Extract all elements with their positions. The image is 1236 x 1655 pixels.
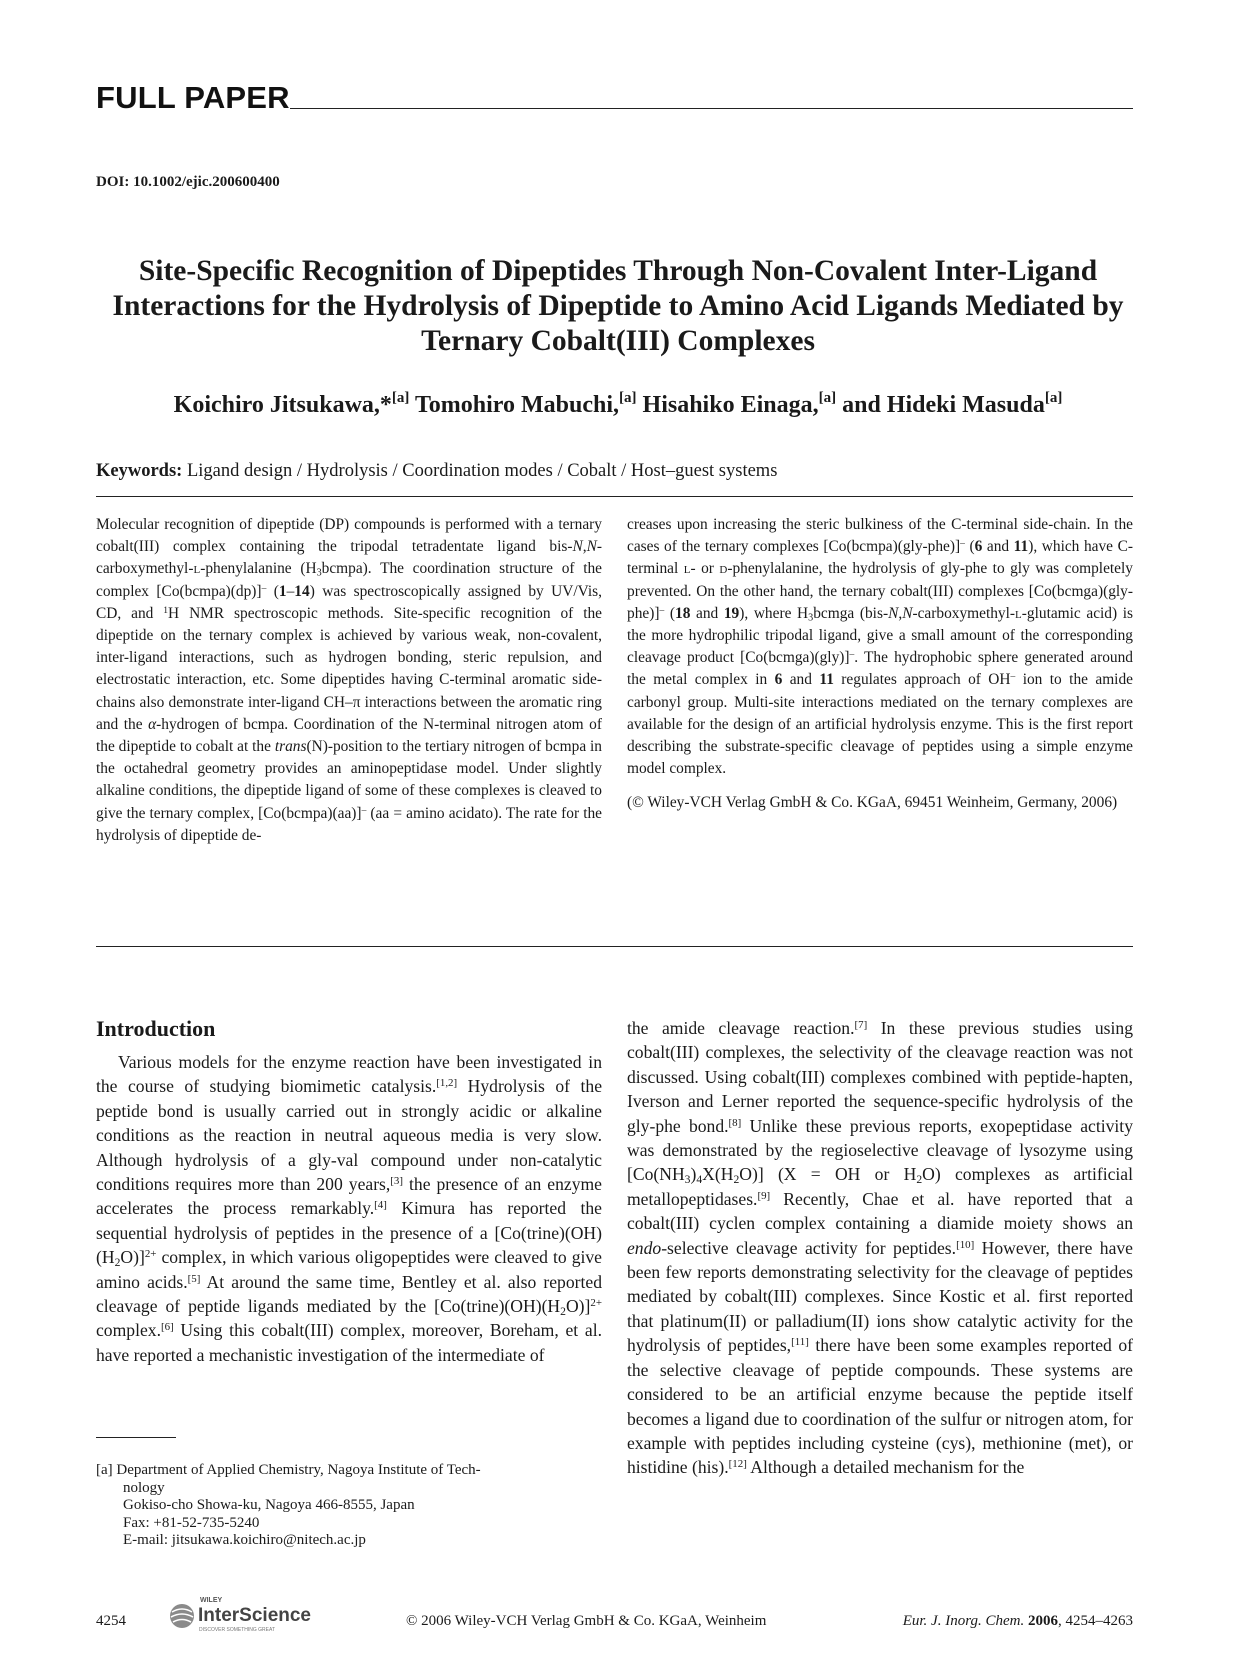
body-paragraph: the amide cleavage reaction.[7] In these previous studies using cobalt(III) complexes, the selectivity of the cleavage reaction was not discussed. Using cobalt(III) complexes combined with peptide-hapten, Iverson and Lerner reported the sequence-specific hydrolysis of the gly-phe bond.[8] Unlike these previous reports, exopeptidase activity was demonstrated by the regioselective cleavage of lysozyme using $[Co(NH_3)_4X(H_2O)] (X$ = OH or $H_2O$) complexes as artificial metallopeptidases.[9] Recently, Chae et al. have reported that a cobalt(III) cyclen complex containing a diamide moiety shows an endo-selective cleavage activity for peptides.[10] However, there have been few reports demonstrating selectivity for the cleavage of peptides mediated by cobalt(III) complexes. Since Kostic et al. first reported that platinum(II) or palladium(II) ions show catalytic activity for the hydrolysis of peptides,[11] there have been some examples reported of the selective cleavage of peptide compounds. These systems are considered to be an artificial enzyme because the peptide itself becomes a ligand due to coordination of the sulfur or nitrogen atom, for example with peptides including cysteine (cys), methionine (met), or histidine (his).[12] Although a detailed mechanism for the <box>627 1018 1134 1478</box>
footnote-rule <box>96 1437 176 1438</box>
affiliation-mark: [a] <box>619 390 637 406</box>
interscience-logo <box>166 1592 336 1634</box>
affiliation-mark: [a] <box>391 390 410 406</box>
keywords <box>96 461 777 482</box>
abstract-copyright: (© Wiley-VCH Verlag GmbH & Co. KGaA, 69451 Weinheim, Germany, 2006) <box>627 794 1118 812</box>
journal-name: Eur. J. Inorg. Chem. <box>902 1613 1025 1629</box>
paper-title: Site-Specific Recognition of Dipeptides Through Non-Covalent Inter-Ligand Interactions for the Hydrolysis of Dipeptide to Amino Acid Ligands Mediated by Ternary Cobalt(III) Complexes <box>112 255 1124 357</box>
journal-pages: , 4254–4263 <box>1058 1613 1133 1629</box>
logo-top-text: WILEY <box>200 1597 223 1604</box>
footnote-line: [a] Department of Applied Chemistry, Nagoya Institute of Tech- <box>96 1462 481 1478</box>
footnote-line: E-mail: jitsukawa.koichiro@nitech.ac.jp <box>123 1532 366 1549</box>
journal-year: 2006 <box>1028 1613 1058 1629</box>
abstract-text: Molecular recognition of dipeptide (DP) compounds is performed with a ternary cobalt(III) complex containing the tripodal tetradentate ligand bis-N,N-carboxymethyl-l-phenylalanine $(H_3bcmpa)$. The coordination structure of the complex [Co(bcmpa)(dp)]– (1–14) was spectroscopically assigned by UV/Vis, CD, and $^1$H NMR spectroscopic methods. Site-specific recognition of the dipeptide on the ternary complex is achieved by various weak, non-covalent, inter-ligand interactions, such as hydrogen bonding, steric repulsion, and electrostatic interaction, etc. Some dipeptides having C-terminal aromatic side-chains also demonstrate inter-ligand CH–π interactions between the aromatic ring and the α-hydrogen of bcmpa. Coordination of the N-terminal nitrogen atom of the dipeptide to cobalt at the trans(N)-position to the tertiary nitrogen of bcmpa in the octahedral geometry provides an aminopeptidase model. Under slightly alkaline conditions, the dipeptide ligand of some of these complexes is cleaved to give the ternary complex, [Co(bcmpa)(aa)]– (aa = amino acidato). The rate for the hydrolysis of dipeptide de- <box>96 516 603 844</box>
logo-tagline: DISCOVER SOMETHING GREAT <box>199 1627 276 1633</box>
body-paragraph: Various models for the enzyme reaction have been investigated in the course of studying biomimetic catalysis.[1,2] Hydrolysis of the peptide bond is usually carried out in strongly acidic or alkaline conditions as the reaction in neutral aqueous media is very slow. Although hydrolysis of a gly-val compound under non-catalytic conditions requires more than 200 years,[3] the presence of an enzyme accelerates the process remarkably.[4] Kimura has reported the sequential hydrolysis of peptides in the presence of a $[Co(trine)(OH)(H_2O)]^{2+}$ complex, in which various oligopeptides were cleaved to give amino acids.[5] At around the same time, Bentley et al. also reported cleavage of peptide ligands mediated by the $[Co(trine)(OH)(H_2O)]^{2+}$ complex.[6] Using this cobalt(III) complex, moreover, Boreham, et al. have reported a mechanistic investigation of the intermediate of <box>96 1052 602 1365</box>
keywords-rule <box>96 496 1133 497</box>
affiliation-mark: [a] <box>1044 390 1063 406</box>
footnote-line: nology <box>123 1479 165 1496</box>
keywords-text: Ligand design / Hydrolysis / Coordination modes / Cobalt / Host–guest systems <box>186 461 778 481</box>
logo-main-text: InterScience <box>198 1605 311 1626</box>
footnote-line: Gokiso-cho Showa-ku, Nagoya 466-8555, Japan <box>123 1497 415 1514</box>
intro-left-column <box>96 1050 602 1367</box>
doi: DOI: 10.1002/ejic.200600400 <box>96 174 280 190</box>
footnote-line: Fax: +81-52-735-5240 <box>123 1514 260 1531</box>
author-name: Tomohiro Mabuchi, <box>414 392 620 418</box>
author-name: Koichiro Jitsukawa,* <box>173 392 392 418</box>
author-name: and Hideki Masuda <box>842 392 1045 418</box>
footer-copyright: © 2006 Wiley-VCH Verlag GmbH & Co. KGaA, Weinheim <box>406 1613 767 1629</box>
keywords-label: Keywords: <box>96 461 183 481</box>
intro-right-column <box>627 1016 1133 1480</box>
section-label: FULL PAPER <box>96 80 290 115</box>
author-name: Hisahiko Einaga, <box>642 392 819 418</box>
affiliation-mark: [a] <box>818 390 837 406</box>
section-heading: Introduction <box>96 1016 216 1041</box>
affiliation-footnote <box>96 1462 606 1550</box>
abstract-left-column <box>96 514 602 847</box>
journal-citation <box>903 1613 1133 1630</box>
author-list <box>90 392 1146 419</box>
page-number: 4254 <box>96 1613 126 1629</box>
abstract-rule <box>96 946 1133 947</box>
abstract-right-column <box>627 514 1133 815</box>
abstract-text: creases upon increasing the steric bulkiness of the C-terminal side-chain. In the cases of the ternary complexes [Co(bcmpa)(gly-phe)]– (6 and 11), which have C-terminal l- or d-phenylalanine, the hydrolysis of gly-phe to gly was completely prevented. On the other hand, the ternary cobalt(III) complexes [Co(bcmga)(gly-phe)]– (18 and 19), where $H_3bcmga$ (bis-N,N-carboxymethyl-l-glutamic acid) is the more hydrophilic tripodal ligand, give a small amount of the corresponding cleavage product [Co(bcmga)(gly)]–. The hydrophobic sphere generated around the metal complex in 6 and 11 regulates approach of OH– ion to the amide carbonyl group. Multi-site interactions mediated on the ternary complexes are available for the design of an artificial hydrolysis enzyme. This is the first report describing the substrate-specific cleavage of peptides using a simple enzyme model complex. <box>627 516 1134 778</box>
header-rule <box>290 108 1133 109</box>
